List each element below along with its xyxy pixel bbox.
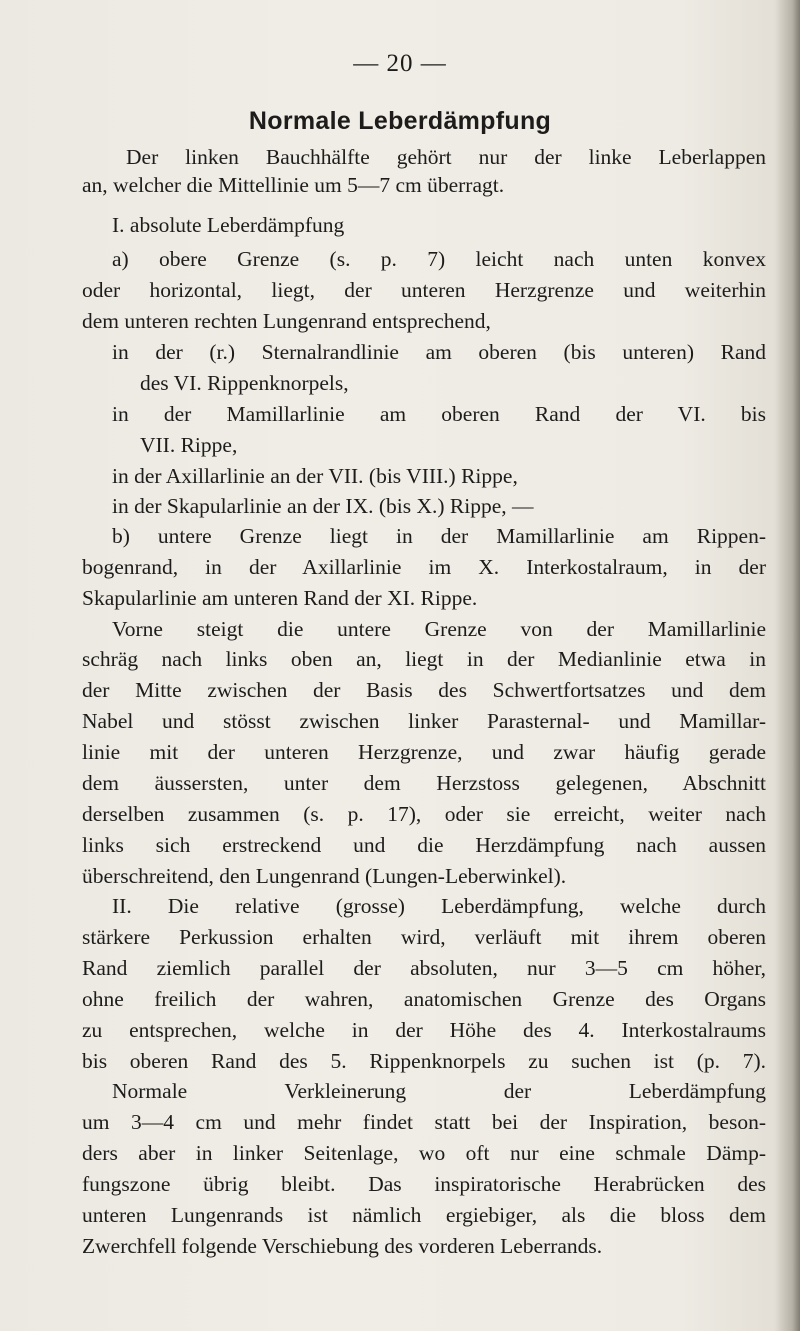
text-line: Nabel und stösst zwischen linker Parasternal- und Mamillar-	[82, 709, 766, 733]
text-line: Der linken Bauchhälfte gehört nur der linke Leberlappen	[126, 145, 766, 169]
text-line: dem äussersten, unter dem Herzstoss gelegenen, Abschnitt	[82, 771, 766, 795]
text-line: oder horizontal, liegt, der unteren Herzgrenze und weiterhin	[82, 278, 766, 302]
text-line: in der (r.) Sternalrandlinie am oberen (bis unteren) Rand	[112, 340, 766, 364]
text-line: ders aber in linker Seitenlage, wo oft nur eine schmale Dämp-	[82, 1141, 766, 1165]
text-line: schräg nach links oben an, liegt in der Medianlinie etwa in	[82, 647, 766, 671]
text-line: linie mit der unteren Herzgrenze, und zwar häufig gerade	[82, 740, 766, 764]
text-line: Vorne steigt die untere Grenze von der Mamillarlinie	[112, 617, 766, 641]
text-line: der Mitte zwischen der Basis des Schwertfortsatzes und dem	[82, 678, 766, 702]
text-line: II. Die relative (grosse) Leberdämpfung, welche durch	[112, 894, 766, 918]
text-line: überschreitend, den Lungenrand (Lungen-Leberwinkel).	[82, 864, 567, 888]
text-line: in der Axillarlinie an der VII. (bis VIII.) Rippe,	[112, 464, 518, 488]
page-edge-shadow	[774, 0, 800, 1331]
text-line: an, welcher die Mittellinie um 5—7 cm überragt.	[82, 173, 505, 197]
text-line: stärkere Perkussion erhalten wird, verläuft mit ihrem oberen	[82, 925, 766, 949]
text-line: Skapularlinie am unteren Rand der XI. Rippe.	[82, 586, 478, 610]
text-line: ohne freilich der wahren, anatomischen Grenze des Organs	[82, 987, 766, 1011]
text-line: bogenrand, in der Axillarlinie im X. Interkostalraum, in der	[82, 555, 766, 579]
text-line: in der Mamillarlinie am oberen Rand der VI. bis	[112, 402, 766, 426]
text-line: b) untere Grenze liegt in der Mamillarlinie am Rippen-	[112, 524, 766, 548]
text-line: zu entsprechen, welche in der Höhe des 4. Interkostalraums	[82, 1018, 766, 1042]
text-line: Zwerchfell folgende Verschiebung des vorderen Leberrands.	[82, 1234, 603, 1258]
text-line: fungszone übrig bleibt. Das inspiratorische Herabrücken des	[82, 1172, 766, 1196]
text-line: Rand ziemlich parallel der absoluten, nur 3—5 cm höher,	[82, 956, 766, 980]
page-number: — 20 —	[353, 50, 447, 77]
text-line: derselben zusammen (s. p. 17), oder sie erreicht, weiter nach	[82, 802, 766, 826]
text-line: a) obere Grenze (s. p. 7) leicht nach unten konvex	[112, 247, 766, 271]
text-line: um 3—4 cm und mehr findet statt bei der Inspiration, beson-	[82, 1110, 766, 1134]
text-line: unteren Lungenrands ist nämlich ergiebiger, als die bloss dem	[82, 1203, 766, 1227]
text-line: I. absolute Leberdämpfung	[112, 213, 345, 237]
text-line: dem unteren rechten Lungenrand entsprechend,	[82, 309, 491, 333]
text-line: VII. Rippe,	[140, 433, 238, 457]
text-line: links sich erstreckend und die Herzdämpfung nach aussen	[82, 833, 766, 857]
text-line: bis oberen Rand des 5. Rippenknorpels zu suchen ist (p. 7).	[82, 1049, 766, 1073]
section-heading: Normale Leberdämpfung	[248, 107, 552, 135]
text-line: Normale Verkleinerung der Leberdämpfung	[112, 1079, 766, 1103]
text-line: in der Skapularlinie an der IX. (bis X.) Rippe, —	[112, 494, 534, 518]
text-line: des VI. Rippenknorpels,	[140, 371, 349, 395]
